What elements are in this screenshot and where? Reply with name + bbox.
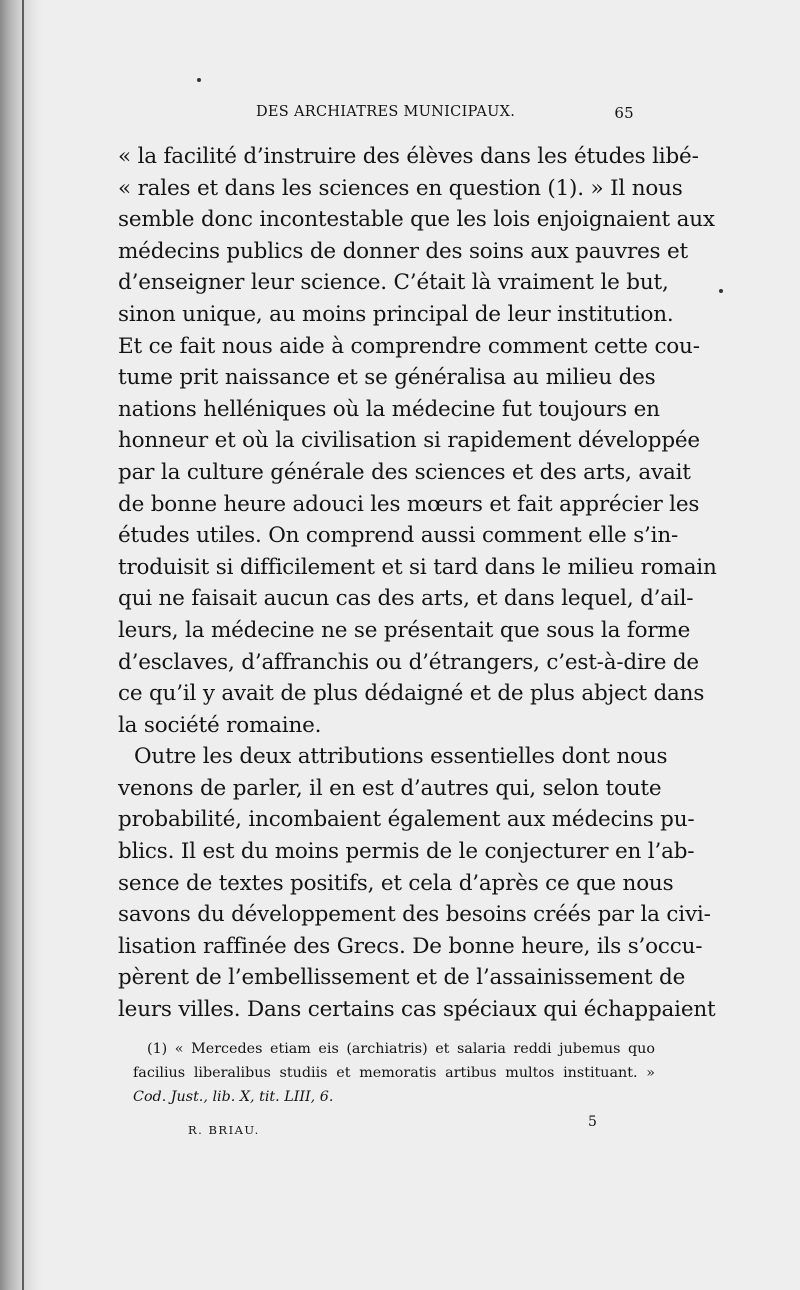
text-line: nations helléniques où la médecine fut toujours en [118,396,660,422]
text-line: tume prit naissance et se généralisa au milieu des [118,365,656,391]
text-line: sinon unique, au moins principal de leur institution. [118,301,674,327]
text-line: blics. Il est du moins permis de le conjecturer en l’ab- [118,839,695,865]
text-line: la société romaine. [118,712,322,738]
page-number: 65 [614,104,634,122]
text-line: troduisit si difficilement et si tard dans le milieu romain [118,554,717,580]
text-line: venons de parler, il en est d’autres qui, selon toute [118,775,662,801]
text-line: Outre les deux attributions essentielles dont nous [134,744,668,770]
printer-signature: R. BRIAU. [188,1123,260,1137]
footnote-line: facilius liberalibus studiis et memoratis artibus multos instituant. » [133,1065,655,1081]
text-line: savons du développement des besoins créés par la civi- [118,902,711,928]
text-line: pèrent de l’embellissement et de l’assainissement de [118,965,686,991]
text-line: leurs villes. Dans certains cas spéciaux qui échappaient [118,997,716,1023]
text-line: qui ne faisait aucun cas des arts, et dans lequel, d’ail- [118,586,694,612]
text-line: par la culture générale des sciences et des arts, avait [118,459,691,485]
sheet-number: 5 [588,1114,597,1130]
text-line: d’enseigner leur science. C’était là vraiment le but, [118,270,669,296]
text-line: semble donc incontestable que les lois enjoignaient aux [118,207,715,233]
text-line: Et ce fait nous aide à comprendre comment cette cou- [118,333,700,359]
text-line: médecins publics de donner des soins aux pauvres et [118,238,688,264]
body-text [118,141,717,1026]
text-line: ce qu’il y avait de plus dédaigné et de plus abject dans [118,681,705,707]
ink-speck [719,289,723,293]
text-line: « la facilité d’instruire des élèves dans les études libé- [118,144,699,169]
ink-speck [197,78,201,82]
text-line: honneur et où la civilisation si rapidement développée [118,428,700,454]
footnote [133,1037,655,1109]
text-line: d’esclaves, d’affranchis ou d’étrangers, c’est-à-dire de [118,649,699,675]
running-title: DES ARCHIATRES MUNICIPAUX. [256,104,516,120]
text-line: études utiles. On comprend aussi comment elle s’in- [118,523,679,549]
text-line: « rales et dans les sciences en question (1). » Il nous [118,175,683,201]
footnote-line: (1) « Mercedes etiam eis (archiatris) et salaria reddi jubemus quo [147,1041,655,1057]
text-line: probabilité, incombaient également aux médecins pu- [118,807,695,833]
page-header [118,104,634,128]
text-line: leurs, la médecine ne se présentait que sous la forme [118,617,691,643]
text-line: de bonne heure adouci les mœurs et fait apprécier les [118,491,700,517]
binding-shadow [0,0,42,1290]
footnote-citation-text: Cod. Just., lib. X, tit. LIII, 6. [133,1089,334,1105]
footnote-citation [133,1085,655,1109]
text-line: sence de textes positifs, et cela d’après ce que nous [118,870,674,896]
binding-edge [22,0,24,1290]
text-line: lisation raffinée des Grecs. De bonne heure, ils s’occu- [118,933,703,959]
